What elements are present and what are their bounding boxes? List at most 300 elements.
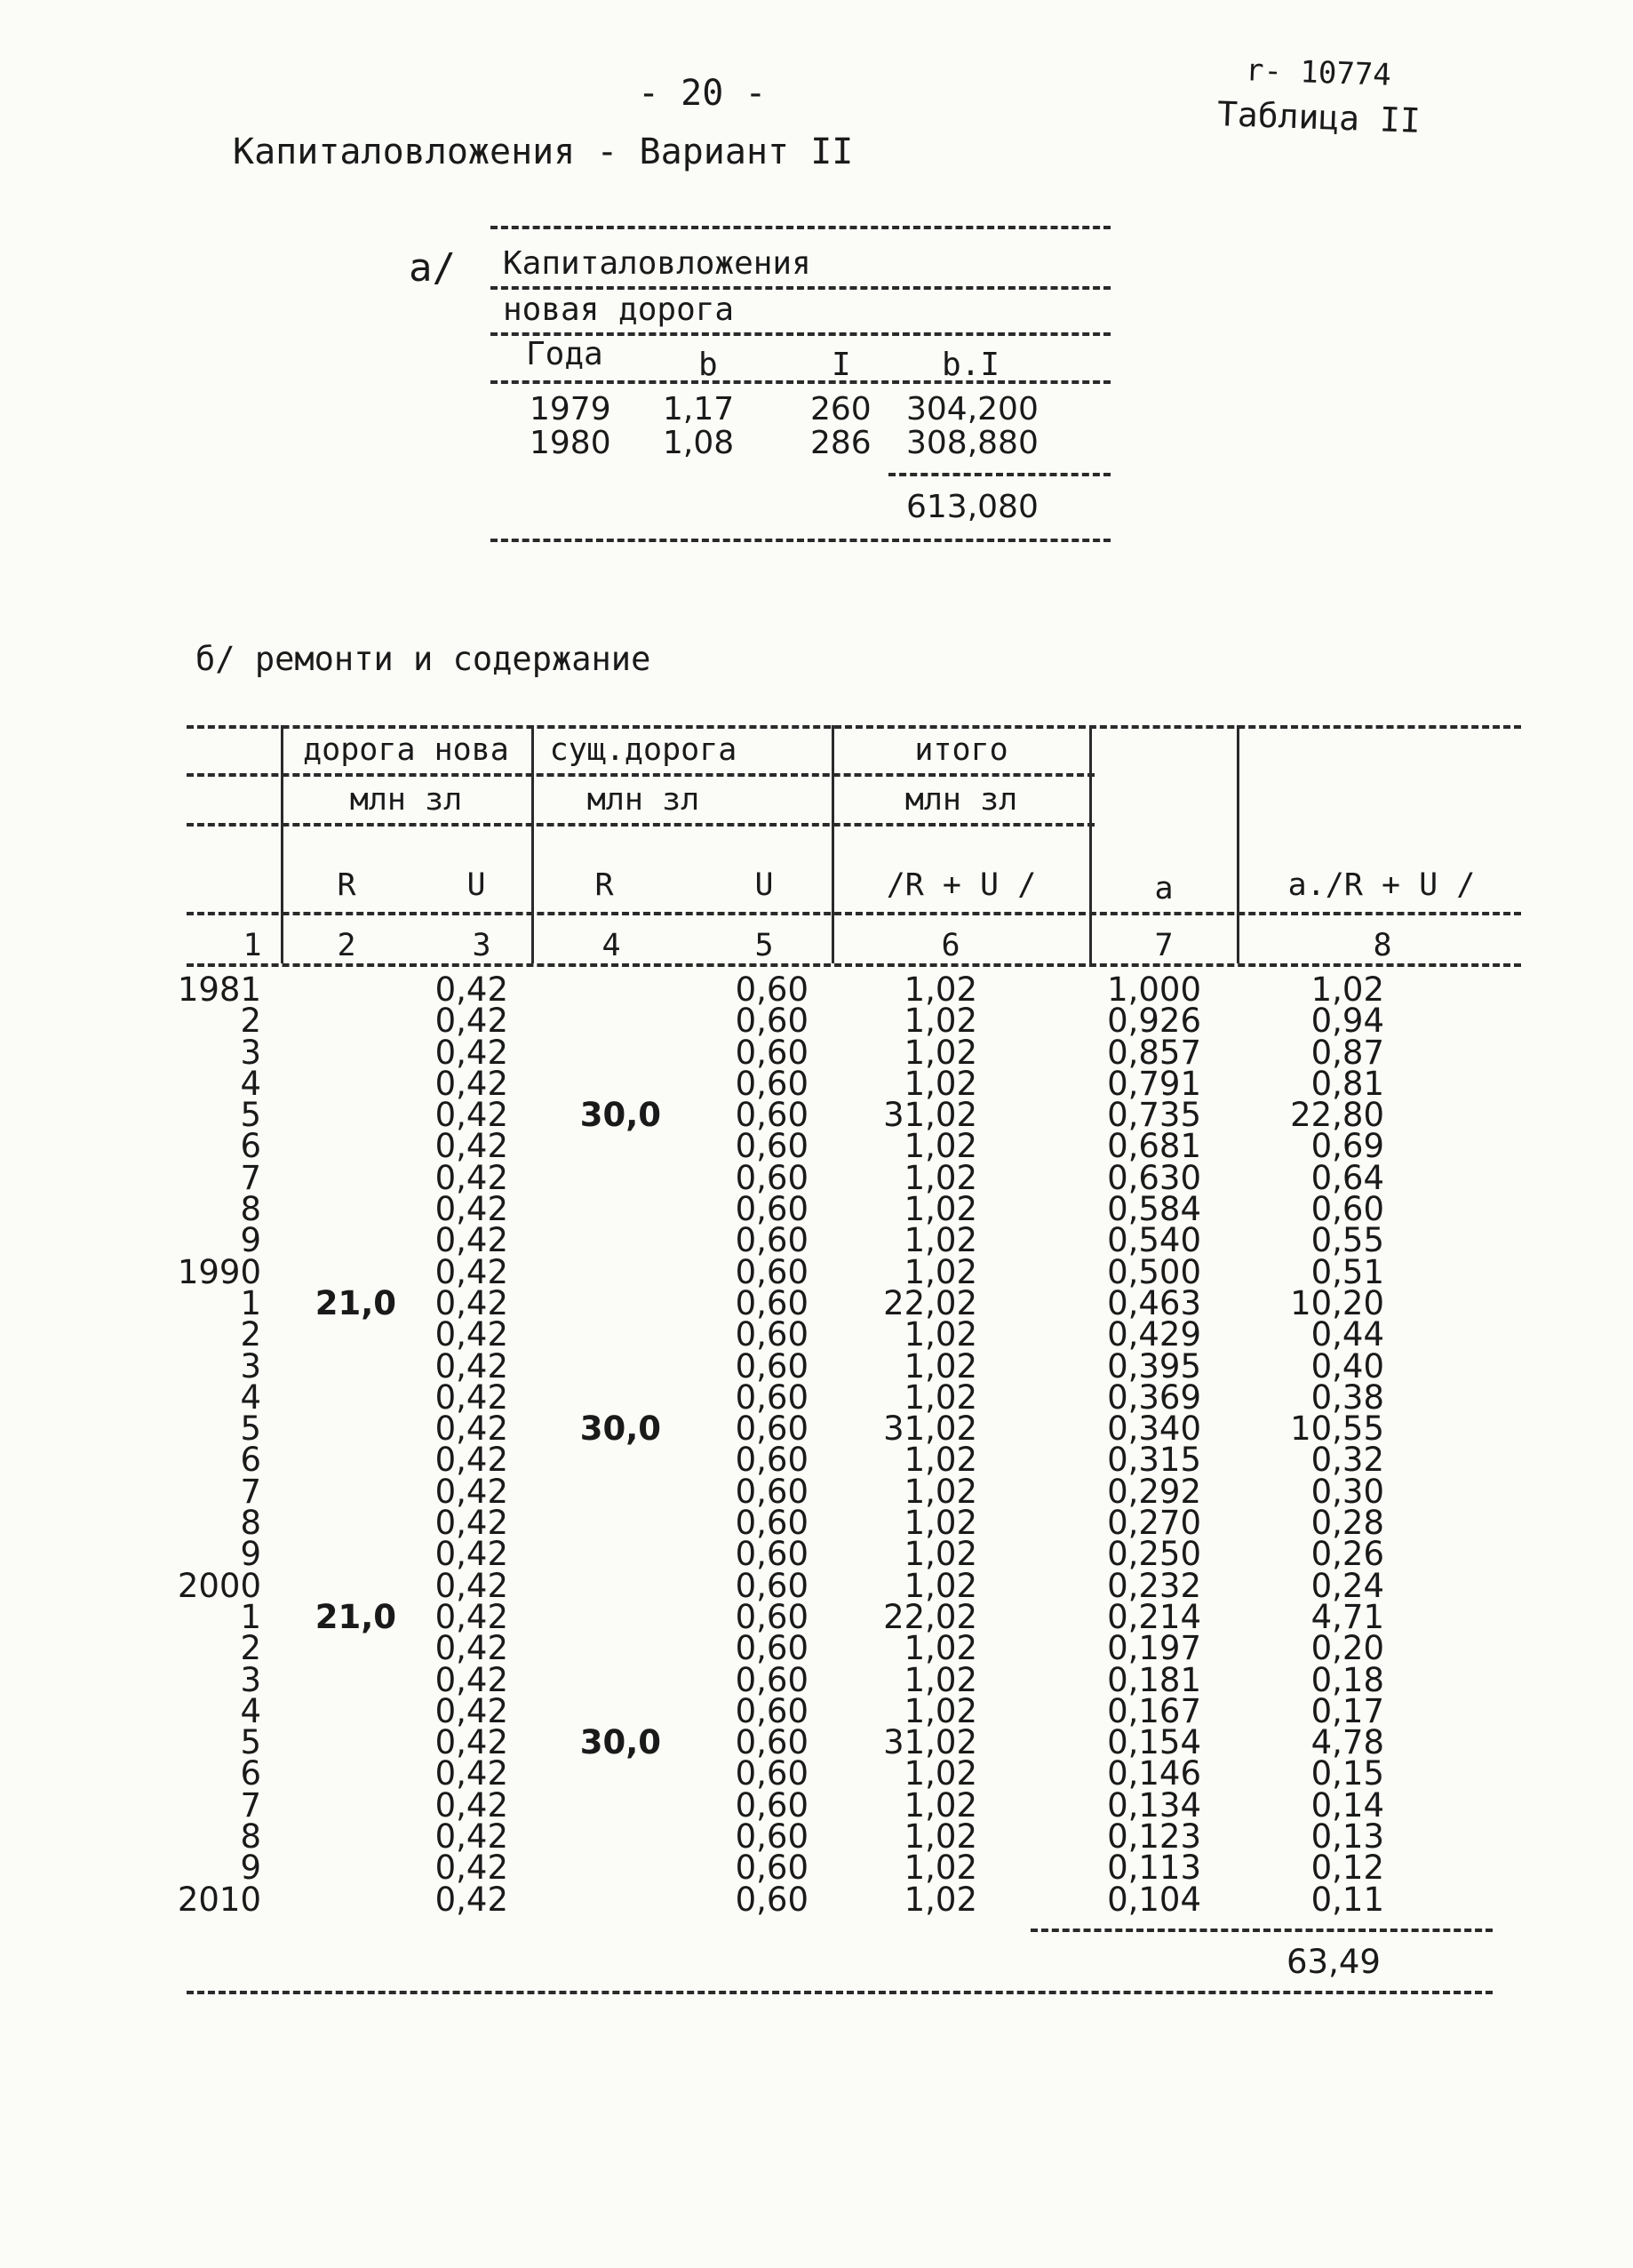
new-road-u-cell: 0,42: [434, 1127, 508, 1166]
new-road-u-cell: 0,42: [434, 1472, 508, 1511]
sub-header-u: U: [466, 867, 486, 903]
new-road-r-cell: [293, 1790, 396, 1821]
year-cell: 2000: [177, 1566, 261, 1605]
existing-road-u-cell: 0,60: [735, 1441, 809, 1480]
existing-road-u-cell: 0,60: [735, 1754, 809, 1793]
new-road-r-cell: [293, 1225, 396, 1256]
existing-road-r-cell: [563, 1758, 661, 1789]
product-cell: 0,51: [1310, 1252, 1384, 1291]
existing-road-r-cell: [563, 1037, 661, 1068]
total-cell: 22,02: [883, 1597, 977, 1636]
existing-road-r-cell: [563, 1884, 661, 1915]
total-cell: 1,02: [904, 1754, 977, 1793]
a-cell: 0,167: [1107, 1691, 1201, 1730]
year-cell: 4: [240, 1378, 261, 1417]
year-cell: 3: [240, 1033, 261, 1072]
year-cell: 8: [240, 1504, 261, 1543]
existing-road-r-cell: [563, 1601, 661, 1633]
new-road-r-cell: [293, 1005, 396, 1036]
new-road-u-cell: 0,42: [434, 1785, 508, 1825]
existing-road-u-cell: 0,60: [735, 1849, 809, 1888]
new-road-u-cell: 0,42: [434, 1283, 508, 1322]
existing-road-u-cell: 0,60: [735, 1064, 809, 1103]
new-road-u-cell: 0,42: [434, 1190, 508, 1229]
year-cell: 2010: [177, 1880, 261, 1919]
product-cell: 0,14: [1310, 1785, 1384, 1825]
new-road-r-cell: [293, 974, 396, 1005]
year-cell: 1990: [177, 1252, 261, 1291]
table-vline: [1237, 725, 1239, 963]
new-road-u-cell: 0,42: [434, 1064, 508, 1103]
product-cell: 0,11: [1310, 1880, 1384, 1919]
new-road-r-cell: [293, 1413, 396, 1444]
table-rule: [187, 963, 1521, 967]
total-cell: 1,02: [904, 1378, 977, 1417]
existing-road-u-cell: 0,60: [735, 1410, 809, 1449]
sub-header-a: a: [1154, 871, 1174, 906]
column-total: [862, 970, 977, 1919]
new-road-u-cell: 0,42: [434, 1002, 508, 1041]
product-cell: 0,44: [1310, 1315, 1384, 1354]
existing-road-u-cell: 0,60: [735, 1566, 809, 1605]
divider: [490, 539, 1111, 542]
product-cell: 0,69: [1310, 1127, 1384, 1166]
row-bi: 304,200: [906, 391, 1039, 427]
total-cell: 1,02: [904, 1221, 977, 1260]
new-road-u-cell: 0,42: [434, 1754, 508, 1793]
product-cell: 0,18: [1310, 1660, 1384, 1699]
new-road-r-cell: [293, 1570, 396, 1601]
section-a-subheading: новая дорога: [503, 291, 735, 328]
existing-road-r-cell: 30,0: [579, 1096, 661, 1135]
year-cell: 1: [240, 1283, 261, 1322]
row-i: 286: [810, 425, 872, 461]
new-road-r-cell: [293, 1068, 396, 1099]
column-existing-road-r: [563, 974, 661, 1915]
existing-road-u-cell: 0,60: [735, 1597, 809, 1636]
a-cell: 0,197: [1107, 1629, 1201, 1668]
existing-road-r-cell: [563, 1288, 661, 1319]
sub-header-r: R: [594, 867, 614, 903]
col-number: 6: [941, 928, 960, 963]
table-vline: [281, 725, 283, 963]
year-cell: 5: [240, 1723, 261, 1762]
total-cell: 1,02: [904, 1880, 977, 1919]
existing-road-u-cell: 0,60: [735, 1221, 809, 1260]
new-road-r-cell: [293, 1162, 396, 1194]
product-cell: 10,20: [1290, 1283, 1384, 1322]
product-cell: 0,55: [1310, 1221, 1384, 1260]
product-cell: 1,02: [1310, 970, 1384, 1009]
a-cell: 0,154: [1107, 1723, 1201, 1762]
sub-header-r: R: [337, 867, 356, 903]
a-cell: 0,181: [1107, 1660, 1201, 1699]
a-cell: 0,146: [1107, 1754, 1201, 1793]
existing-road-u-cell: 0,60: [735, 1691, 809, 1730]
product-cell: 4,71: [1310, 1597, 1384, 1636]
year-cell: 8: [240, 1817, 261, 1857]
a-cell: 0,584: [1107, 1190, 1201, 1229]
new-road-r-cell: [293, 1037, 396, 1068]
row-b: 1,08: [663, 425, 735, 461]
new-road-u-cell: 0,42: [434, 1096, 508, 1135]
group-header-existing-road: сущ.дорога: [549, 732, 737, 768]
year-cell: 3: [240, 1660, 261, 1699]
a-cell: 0,791: [1107, 1064, 1201, 1103]
total-cell: 1,02: [904, 1346, 977, 1386]
total-cell: 31,02: [883, 1410, 977, 1449]
total-cell: 1,02: [904, 1472, 977, 1511]
divider: [490, 226, 1111, 229]
existing-road-r-cell: [563, 1319, 661, 1350]
existing-road-u-cell: 0,60: [735, 1535, 809, 1574]
new-road-r-cell: [293, 1665, 396, 1696]
existing-road-r-cell: [563, 1162, 661, 1194]
total-cell: 1,02: [904, 1441, 977, 1480]
existing-road-r-cell: [563, 1507, 661, 1538]
new-road-u-cell: 0,42: [434, 1566, 508, 1605]
new-road-r-cell: [293, 1382, 396, 1413]
year-cell: 7: [240, 1158, 261, 1197]
year-cell: 4: [240, 1691, 261, 1730]
new-road-r-cell: [293, 1444, 396, 1475]
new-road-u-cell: 0,42: [434, 1315, 508, 1354]
product-cell: 10,55: [1290, 1410, 1384, 1449]
a-cell: 1,000: [1107, 970, 1201, 1009]
a-cell: 0,681: [1107, 1127, 1201, 1166]
table-top-rule: [187, 725, 1521, 729]
existing-road-r-cell: [563, 1821, 661, 1852]
new-road-r-cell: [293, 1351, 396, 1382]
new-road-r-cell: [293, 1257, 396, 1288]
year-cell: 8: [240, 1190, 261, 1229]
existing-road-r-cell: [563, 1444, 661, 1475]
existing-road-u-cell: 0,60: [735, 1315, 809, 1354]
year-cell: 2: [240, 1315, 261, 1354]
total-cell: 1,02: [904, 1064, 977, 1103]
existing-road-u-cell: 0,60: [735, 1033, 809, 1072]
new-road-u-cell: 0,42: [434, 1221, 508, 1260]
existing-road-r-cell: [563, 1194, 661, 1225]
divider: [490, 286, 1111, 290]
existing-road-u-cell: 0,60: [735, 970, 809, 1009]
sub-header-product: a./R + U /: [1287, 867, 1476, 903]
new-road-u-cell: 0,42: [434, 1691, 508, 1730]
total-cell: 22,02: [883, 1283, 977, 1322]
product-cell: 4,78: [1310, 1723, 1384, 1762]
total-cell: 1,02: [904, 1691, 977, 1730]
row-year: 1980: [530, 425, 611, 461]
new-road-u-cell: 0,42: [434, 1504, 508, 1543]
section-a-heading: Капиталовложения: [503, 245, 811, 282]
a-cell: 0,463: [1107, 1283, 1201, 1322]
a-cell: 0,270: [1107, 1504, 1201, 1543]
total-cell: 1,02: [904, 1252, 977, 1291]
table-bottom-rule: [187, 1991, 1493, 1994]
row-b: 1,17: [663, 391, 735, 427]
col-number: 4: [601, 928, 621, 963]
year-cell: 6: [240, 1441, 261, 1480]
new-road-u-cell: 0,42: [434, 1817, 508, 1857]
new-road-r-cell: [293, 1884, 396, 1915]
existing-road-r-cell: 30,0: [579, 1723, 661, 1762]
col-header-bi: b.I: [942, 347, 1000, 383]
col-number: 8: [1373, 928, 1392, 963]
a-cell: 0,250: [1107, 1535, 1201, 1574]
sub-header-sum: /R + U /: [886, 867, 1037, 903]
new-road-r-cell: [293, 1507, 396, 1538]
column-a-times-total: [1279, 970, 1384, 1919]
existing-road-u-cell: 0,60: [735, 1158, 809, 1197]
product-cell: 0,15: [1310, 1754, 1384, 1793]
a-cell: 0,134: [1107, 1785, 1201, 1825]
year-cell: 6: [240, 1754, 261, 1793]
total-cell: 1,02: [904, 1158, 977, 1197]
total-cell: 1,02: [904, 1566, 977, 1605]
product-cell: 0,60: [1310, 1190, 1384, 1229]
existing-road-u-cell: 0,60: [735, 1127, 809, 1166]
existing-road-u-cell: 0,60: [735, 1252, 809, 1291]
product-cell: 0,81: [1310, 1064, 1384, 1103]
a-cell: 0,395: [1107, 1346, 1201, 1386]
total-cell: 1,02: [904, 1190, 977, 1229]
column-existing-road-u: [711, 970, 809, 1919]
sub-header-u: U: [754, 867, 774, 903]
a-cell: 0,429: [1107, 1315, 1201, 1354]
table-rule: [187, 823, 1095, 827]
existing-road-u-cell: 0,60: [735, 1629, 809, 1668]
product-cell: 0,30: [1310, 1472, 1384, 1511]
total-cell: 1,02: [904, 970, 977, 1009]
col-number: 5: [754, 928, 774, 963]
new-road-u-cell: 0,42: [434, 1880, 508, 1919]
total-cell: 1,02: [904, 1849, 977, 1888]
document-code: r- 10774: [1245, 52, 1392, 93]
new-road-u-cell: 0,42: [434, 1346, 508, 1386]
group-header-new-road: дорога нова: [303, 732, 509, 768]
existing-road-r-cell: [563, 1257, 661, 1288]
new-road-u-cell: 0,42: [434, 1033, 508, 1072]
existing-road-u-cell: 0,60: [735, 1880, 809, 1919]
year-cell: 9: [240, 1221, 261, 1260]
column-new-road-u: [418, 970, 508, 1919]
total-cell: 1,02: [904, 1033, 977, 1072]
a-cell: 0,500: [1107, 1252, 1201, 1291]
section-a-total: 613,080: [906, 489, 1039, 525]
col-header-i: I: [832, 347, 851, 383]
total-cell: 1,02: [904, 1504, 977, 1543]
existing-road-r-cell: [563, 1538, 661, 1569]
year-cell: 4: [240, 1064, 261, 1103]
new-road-u-cell: 0,42: [434, 1723, 508, 1762]
unit-header: млн зл: [349, 782, 463, 818]
existing-road-u-cell: 0,60: [735, 1346, 809, 1386]
table-rule: [187, 773, 1095, 777]
year-cell: 1: [240, 1597, 261, 1636]
group-header-total: итого: [914, 732, 1008, 768]
a-cell: 0,369: [1107, 1378, 1201, 1417]
year-cell: 2: [240, 1629, 261, 1668]
new-road-r-cell: [293, 1758, 396, 1789]
product-cell: 0,17: [1310, 1691, 1384, 1730]
column-new-road-r: [293, 974, 396, 1915]
a-cell: 0,340: [1107, 1410, 1201, 1449]
page-number: - 20 -: [638, 73, 767, 114]
new-road-r-cell: [293, 1538, 396, 1569]
existing-road-r-cell: [563, 1005, 661, 1036]
new-road-u-cell: 0,42: [434, 1597, 508, 1636]
new-road-u-cell: 0,42: [434, 1441, 508, 1480]
col-number: 3: [472, 928, 491, 963]
existing-road-u-cell: 0,60: [735, 1817, 809, 1857]
year-cell: 1981: [177, 970, 261, 1009]
existing-road-r-cell: [563, 1351, 661, 1382]
total-cell: 1,02: [904, 1629, 977, 1668]
section-b-total: 63,49: [1286, 1943, 1381, 1981]
total-cell: 31,02: [883, 1096, 977, 1135]
new-road-r-cell: [293, 1633, 396, 1664]
existing-road-u-cell: 0,60: [735, 1283, 809, 1322]
year-cell: 9: [240, 1849, 261, 1888]
existing-road-u-cell: 0,60: [735, 1723, 809, 1762]
unit-header: млн зл: [904, 782, 1018, 818]
existing-road-u-cell: 0,60: [735, 1190, 809, 1229]
existing-road-r-cell: [563, 1633, 661, 1664]
table-vline: [832, 725, 834, 963]
row-year: 1979: [530, 391, 611, 427]
existing-road-u-cell: 0,60: [735, 1504, 809, 1543]
a-cell: 0,232: [1107, 1566, 1201, 1605]
new-road-u-cell: 0,42: [434, 1660, 508, 1699]
new-road-u-cell: 0,42: [434, 1535, 508, 1574]
new-road-u-cell: 0,42: [434, 1410, 508, 1449]
a-cell: 0,292: [1107, 1472, 1201, 1511]
product-cell: 0,12: [1310, 1849, 1384, 1888]
page-title: Капиталовложения - Вариант II: [233, 132, 854, 172]
year-cell: 5: [240, 1410, 261, 1449]
existing-road-r-cell: [563, 1225, 661, 1256]
col-header-b: b: [698, 347, 718, 383]
existing-road-u-cell: 0,60: [735, 1378, 809, 1417]
year-cell: 3: [240, 1346, 261, 1386]
a-cell: 0,926: [1107, 1002, 1201, 1041]
new-road-u-cell: 0,42: [434, 1252, 508, 1291]
a-cell: 0,857: [1107, 1033, 1201, 1072]
column-years: [169, 970, 261, 1919]
product-cell: 0,24: [1310, 1566, 1384, 1605]
a-cell: 0,315: [1107, 1441, 1201, 1480]
a-cell: 0,735: [1107, 1096, 1201, 1135]
new-road-r-cell: [293, 1476, 396, 1507]
total-cell: 31,02: [883, 1723, 977, 1762]
total-cell: 1,02: [904, 1127, 977, 1166]
existing-road-r-cell: [563, 1665, 661, 1696]
new-road-r-cell: [293, 1727, 396, 1758]
product-cell: 0,94: [1310, 1002, 1384, 1041]
total-cell: 1,02: [904, 1660, 977, 1699]
product-cell: 0,20: [1310, 1629, 1384, 1668]
year-cell: 9: [240, 1535, 261, 1574]
product-cell: 0,38: [1310, 1378, 1384, 1417]
new-road-r-cell: [293, 1130, 396, 1162]
total-cell: 1,02: [904, 1817, 977, 1857]
year-cell: 7: [240, 1785, 261, 1825]
new-road-r-cell: [293, 1821, 396, 1852]
column-a: [1095, 970, 1201, 1919]
existing-road-r-cell: [563, 1068, 661, 1099]
new-road-r-cell: [293, 1696, 396, 1727]
new-road-u-cell: 0,42: [434, 970, 508, 1009]
year-cell: 5: [240, 1096, 261, 1135]
row-i: 260: [810, 391, 872, 427]
divider: [490, 380, 1111, 384]
col-header-years: Года: [526, 336, 603, 372]
existing-road-r-cell: [563, 1790, 661, 1821]
total-cell: 1,02: [904, 1785, 977, 1825]
year-cell: 6: [240, 1127, 261, 1166]
new-road-u-cell: 0,42: [434, 1158, 508, 1197]
a-cell: 0,104: [1107, 1880, 1201, 1919]
existing-road-r-cell: [563, 1130, 661, 1162]
product-cell: 0,28: [1310, 1504, 1384, 1543]
product-cell: 0,32: [1310, 1441, 1384, 1480]
existing-road-u-cell: 0,60: [735, 1660, 809, 1699]
section-b-heading: б/ ремонти и содержание: [195, 640, 651, 678]
existing-road-r-cell: 30,0: [579, 1410, 661, 1449]
a-cell: 0,630: [1107, 1158, 1201, 1197]
a-cell: 0,214: [1107, 1597, 1201, 1636]
new-road-r-cell: 21,0: [315, 1283, 396, 1322]
unit-header: млн зл: [586, 782, 700, 818]
new-road-r-cell: [293, 1319, 396, 1350]
existing-road-r-cell: [563, 974, 661, 1005]
existing-road-r-cell: [563, 1852, 661, 1883]
table-vline: [531, 725, 534, 963]
existing-road-u-cell: 0,60: [735, 1472, 809, 1511]
new-road-r-cell: 21,0: [315, 1597, 396, 1636]
existing-road-u-cell: 0,60: [735, 1096, 809, 1135]
new-road-u-cell: 0,42: [434, 1849, 508, 1888]
total-cell: 1,02: [904, 1535, 977, 1574]
existing-road-u-cell: 0,60: [735, 1002, 809, 1041]
table-vline: [1089, 725, 1092, 963]
section-a-marker: а/: [409, 245, 456, 291]
existing-road-r-cell: [563, 1570, 661, 1601]
product-cell: 0,87: [1310, 1033, 1384, 1072]
existing-road-r-cell: [563, 1382, 661, 1413]
a-cell: 0,540: [1107, 1221, 1201, 1260]
new-road-r-cell: [293, 1852, 396, 1883]
product-cell: 22,80: [1290, 1096, 1384, 1135]
product-cell: 0,26: [1310, 1535, 1384, 1574]
sum-rule: [1031, 1929, 1493, 1932]
col-number: 2: [337, 928, 356, 963]
total-cell: 1,02: [904, 1002, 977, 1041]
year-cell: 2: [240, 1002, 261, 1041]
new-road-r-cell: [293, 1194, 396, 1225]
year-cell: 7: [240, 1472, 261, 1511]
existing-road-r-cell: [563, 1476, 661, 1507]
col-number: 7: [1154, 928, 1174, 963]
row-bi: 308,880: [906, 425, 1039, 461]
col-number: 1: [243, 928, 262, 963]
divider: [888, 473, 1111, 476]
new-road-u-cell: 0,42: [434, 1378, 508, 1417]
product-cell: 0,40: [1310, 1346, 1384, 1386]
existing-road-r-cell: [563, 1696, 661, 1727]
table-label: Таблица II: [1216, 94, 1422, 140]
new-road-u-cell: 0,42: [434, 1629, 508, 1668]
